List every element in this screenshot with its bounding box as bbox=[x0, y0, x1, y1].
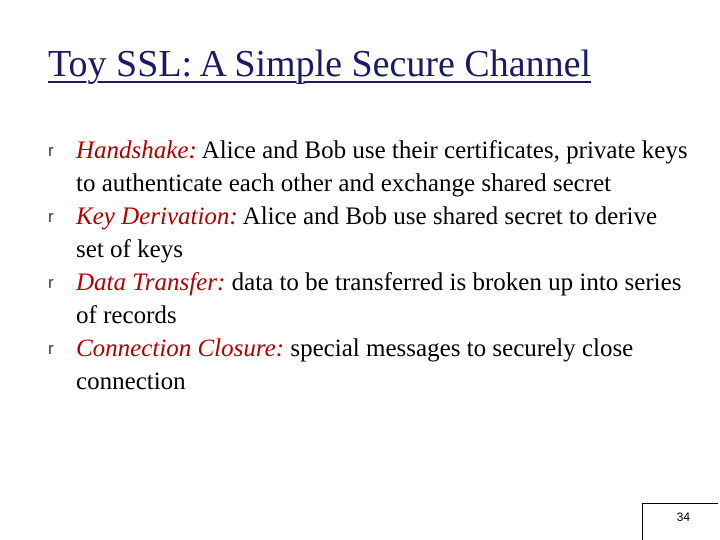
bullet-marker: r bbox=[48, 339, 54, 358]
slide-title: Toy SSL: A Simple Secure Channel bbox=[48, 43, 592, 85]
bullet-item-data-transfer bbox=[48, 266, 688, 332]
bullet-list bbox=[48, 134, 688, 398]
bullet-term: Connection Closure: bbox=[76, 335, 285, 362]
page-number: 34 bbox=[676, 510, 690, 524]
bullet-marker: r bbox=[48, 207, 54, 226]
bullet-item-connection-closure bbox=[48, 332, 688, 398]
bullet-text: Alice and Bob use their certificates, private keys to authenticate each other and exchange shared secret bbox=[76, 137, 688, 197]
bullet-text: Alice and Bob use shared secret to derive set of keys bbox=[76, 203, 658, 263]
bullet-text: special messages to securely close connection bbox=[76, 335, 634, 395]
bullet-term: Key Derivation: bbox=[76, 203, 238, 230]
bullet-marker: r bbox=[48, 273, 54, 292]
page-number-box bbox=[642, 503, 718, 540]
bullet-marker: r bbox=[48, 141, 54, 160]
bullet-term: Handshake: bbox=[76, 137, 197, 164]
bullet-item-handshake bbox=[48, 134, 688, 200]
bullet-term: Data Transfer: bbox=[76, 269, 226, 296]
bullet-item-key-derivation bbox=[48, 200, 688, 266]
bullet-text: data to be transferred is broken up into series of records bbox=[76, 269, 682, 329]
